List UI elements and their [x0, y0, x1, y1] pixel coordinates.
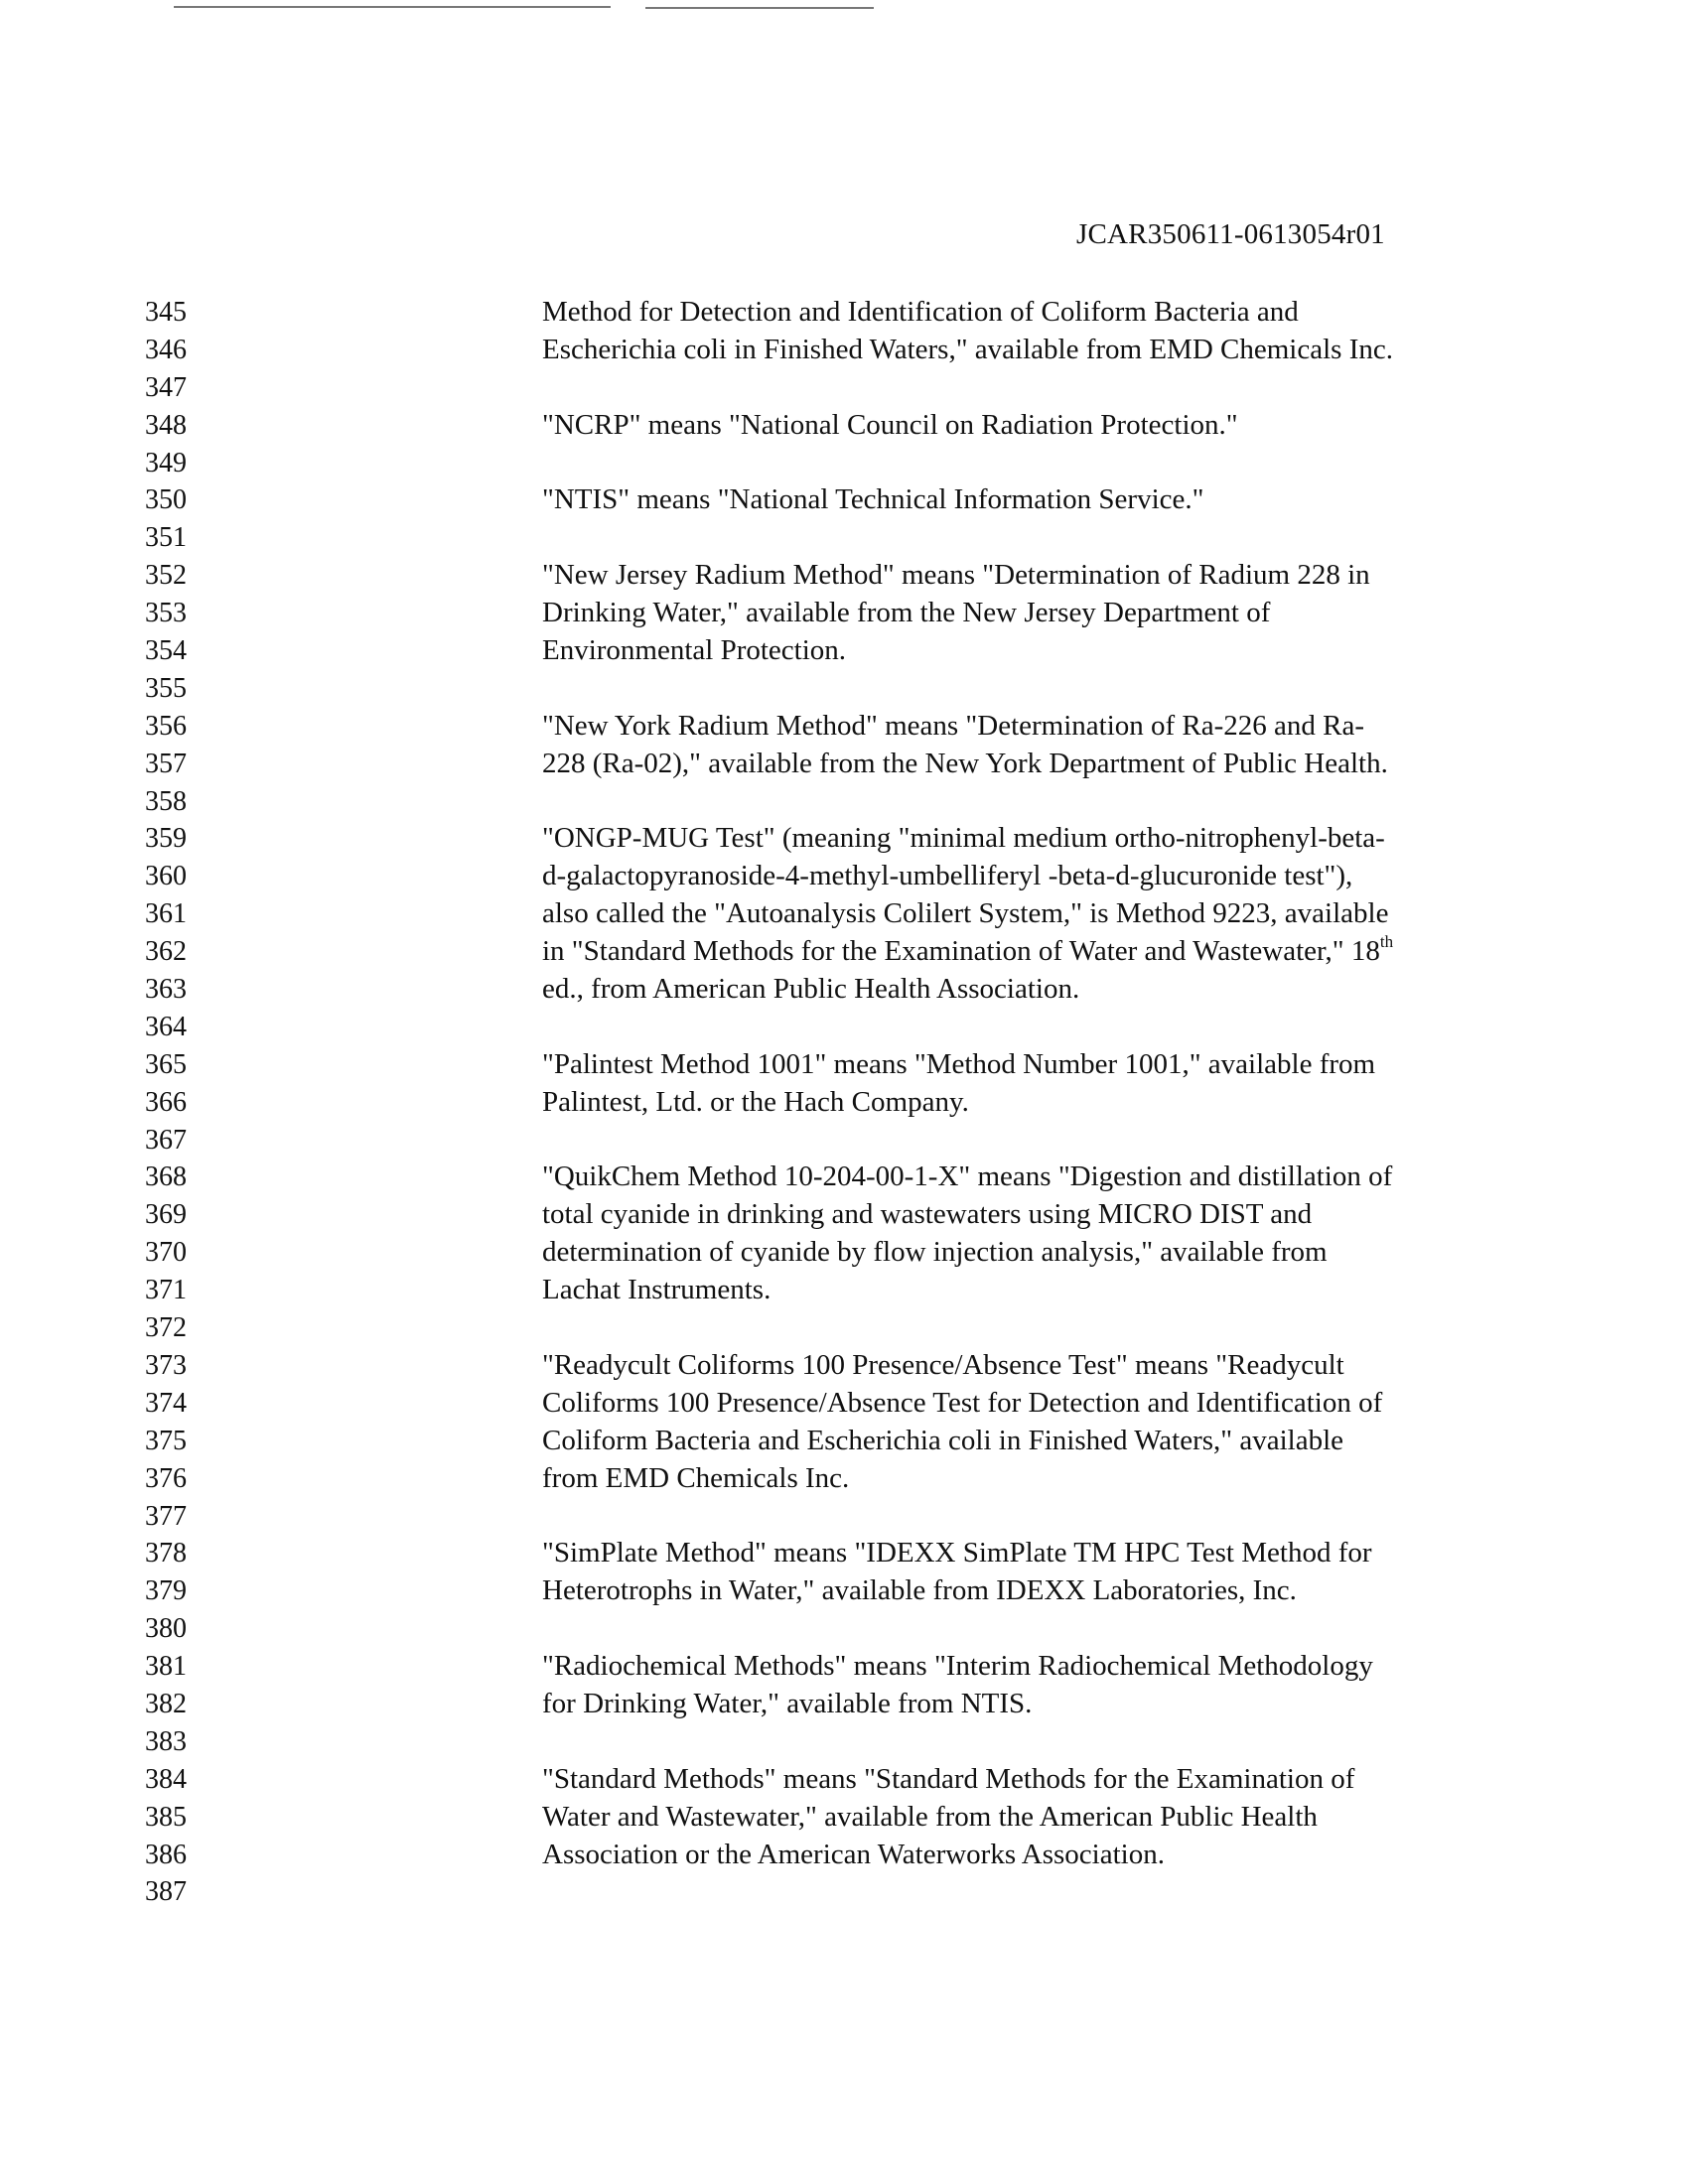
- text-line: "New Jersey Radium Method" means "Determination of Radium 228 in: [542, 559, 1370, 592]
- text-line-with-superscript: [542, 933, 1535, 971]
- line-number: 377: [145, 1500, 187, 1532]
- text-line: Heterotrophs in Water," available from IDEXX Laboratories, Inc.: [542, 1574, 1297, 1607]
- line-number: 355: [145, 672, 187, 704]
- text-line: 228 (Ra-02)," available from the New York Department of Public Health.: [542, 747, 1388, 779]
- text-line: [542, 1873, 1535, 1911]
- line-number: 353: [145, 598, 187, 629]
- line-number: 379: [145, 1575, 187, 1607]
- line-number: 347: [145, 371, 187, 403]
- text-line: [542, 1009, 1535, 1046]
- line-number: 380: [145, 1613, 187, 1645]
- text-line: Method for Detection and Identification of Coliform Bacteria and: [542, 296, 1299, 328]
- line-number: 361: [145, 898, 187, 930]
- line-number: 366: [145, 1086, 187, 1118]
- line-number: 370: [145, 1237, 187, 1269]
- text-line: for Drinking Water," available from NTIS.: [542, 1687, 1033, 1719]
- text-line: "NCRP" means "National Council on Radiation Protection.": [542, 408, 1238, 441]
- line-number: 385: [145, 1801, 187, 1833]
- line-number: 346: [145, 334, 187, 365]
- line-number: 382: [145, 1688, 187, 1719]
- line-number: 381: [145, 1651, 187, 1683]
- line-number: 384: [145, 1763, 187, 1795]
- line-number: 373: [145, 1349, 187, 1381]
- line-number: 369: [145, 1199, 187, 1231]
- text-line: [542, 445, 1535, 482]
- line-number: 362: [145, 936, 187, 968]
- line-number: 354: [145, 635, 187, 667]
- line-number: 358: [145, 785, 187, 817]
- line-number-column: [145, 294, 224, 1911]
- top-scan-rule-right: [645, 7, 874, 9]
- text-line: Escherichia coli in Finished Waters," available from EMD Chemicals Inc.: [542, 333, 1393, 365]
- text-line: "Readycult Coliforms 100 Presence/Absence Test" means "Readycult: [542, 1348, 1344, 1381]
- definitions-body: [542, 294, 1535, 1911]
- line-number: 375: [145, 1425, 187, 1456]
- text-line: [542, 783, 1535, 821]
- text-line: [542, 1309, 1535, 1347]
- text-line: "Standard Methods" means "Standard Methods for the Examination of: [542, 1762, 1355, 1795]
- text-line: "NTIS" means "National Technical Information Service.": [542, 483, 1204, 516]
- line-number: 348: [145, 409, 187, 441]
- line-number: 365: [145, 1048, 187, 1080]
- line-number: 345: [145, 297, 187, 328]
- line-number: 374: [145, 1387, 187, 1419]
- document-id: JCAR350611-0613054r01: [1076, 218, 1385, 250]
- text-line: determination of cyanide by flow injection analysis," available from: [542, 1236, 1328, 1269]
- text-line: [542, 670, 1535, 708]
- text-line: Palintest, Ltd. or the Hach Company.: [542, 1085, 969, 1118]
- text-line: from EMD Chemicals Inc.: [542, 1461, 850, 1494]
- text-line: [542, 1610, 1535, 1648]
- superscript-suffix: th: [1379, 932, 1394, 952]
- text-line: "New York Radium Method" means "Determination of Ra-226 and Ra-: [542, 709, 1365, 742]
- text-line: [542, 1122, 1535, 1160]
- text-line: Association or the American Waterworks Association.: [542, 1838, 1165, 1870]
- line-number: 376: [145, 1462, 187, 1494]
- text-line: "Radiochemical Methods" means "Interim Radiochemical Methodology: [542, 1650, 1373, 1683]
- text-line: Environmental Protection.: [542, 634, 847, 667]
- text-line: Drinking Water," available from the New Jersey Department of: [542, 597, 1271, 629]
- text-line: [542, 369, 1535, 407]
- text-line: "QuikChem Method 10-204-00-1-X" means "Digestion and distillation of: [542, 1160, 1393, 1193]
- line-number: 357: [145, 748, 187, 779]
- line-number: 386: [145, 1839, 187, 1870]
- line-number: 350: [145, 484, 187, 516]
- text-line: Water and Wastewater," available from the American Public Health: [542, 1800, 1318, 1833]
- line-number: 352: [145, 560, 187, 592]
- text-line: "SimPlate Method" means "IDEXX SimPlate TM HPC Test Method for: [542, 1537, 1372, 1570]
- text-segment: in "Standard Methods for the Examination of Water and Wastewater," 18: [542, 935, 1380, 968]
- line-number: 387: [145, 1876, 187, 1908]
- text-line: total cyanide in drinking and wastewaters using MICRO DIST and: [542, 1198, 1313, 1231]
- text-line: [542, 1723, 1535, 1761]
- text-line: ed., from American Public Health Association.: [542, 973, 1080, 1006]
- line-number: 356: [145, 710, 187, 742]
- text-line: Lachat Instruments.: [542, 1274, 772, 1306]
- text-line: also called the "Autoanalysis Colilert System," is Method 9223, available: [542, 897, 1389, 930]
- line-number: 359: [145, 823, 187, 855]
- line-number: 351: [145, 522, 187, 554]
- text-line: Coliforms 100 Presence/Absence Test for Detection and Identification of: [542, 1386, 1383, 1419]
- text-line: "ONGP-MUG Test" (meaning "minimal medium ortho-nitrophenyl-beta-: [542, 822, 1385, 855]
- top-scan-rule-left: [174, 6, 611, 8]
- text-line: [542, 1498, 1535, 1536]
- line-number: 364: [145, 1011, 187, 1042]
- line-number: 378: [145, 1538, 187, 1570]
- line-number: 367: [145, 1124, 187, 1156]
- line-number: 383: [145, 1725, 187, 1757]
- text-line: "Palintest Method 1001" means "Method Number 1001," available from: [542, 1047, 1376, 1080]
- line-number: 368: [145, 1161, 187, 1193]
- text-line: [542, 519, 1535, 557]
- text-line: d-galactopyranoside-4-methyl-umbelliferyl -beta-d-glucuronide test"),: [542, 860, 1353, 892]
- line-number: 363: [145, 974, 187, 1006]
- line-number: 372: [145, 1312, 187, 1344]
- line-number: 349: [145, 447, 187, 478]
- line-number: 360: [145, 861, 187, 892]
- line-number: 371: [145, 1275, 187, 1306]
- text-line: Coliform Bacteria and Escherichia coli in Finished Waters," available: [542, 1424, 1344, 1456]
